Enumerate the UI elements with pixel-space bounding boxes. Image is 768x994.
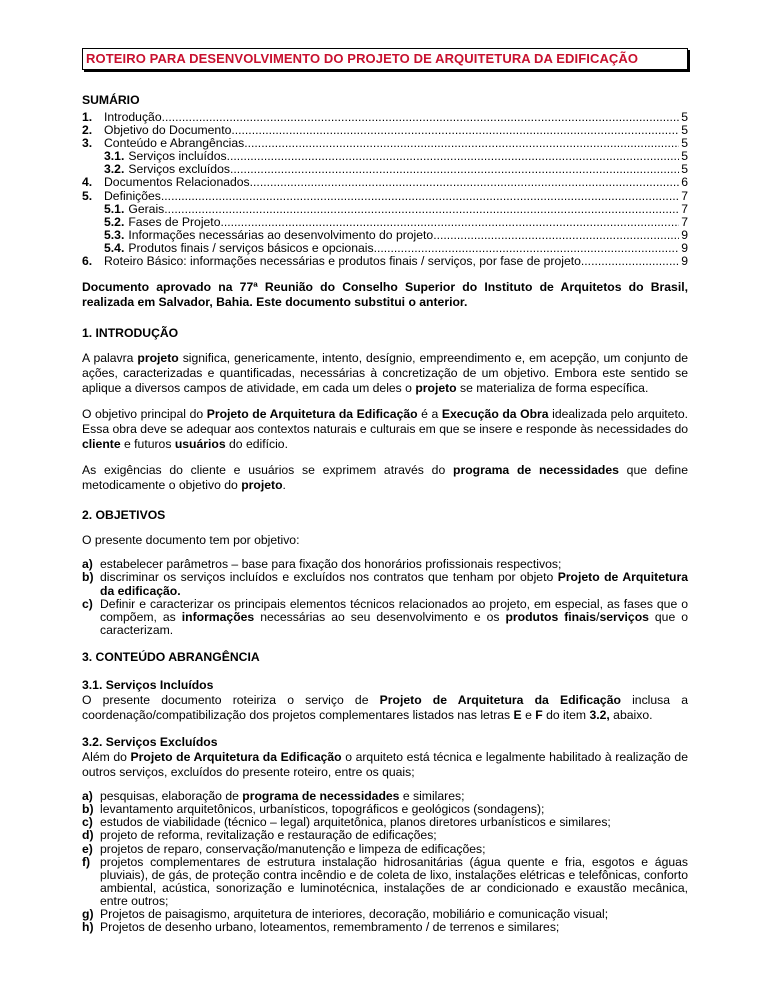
list-item: e) projetos de reparo, conservação/manutenção e limpeza de edificações; xyxy=(82,841,486,856)
section-heading-conteudo: 3. CONTEÚDO ABRANGÊNCIA xyxy=(82,649,260,664)
toc-row[interactable]: 3. Conteúdo e Abrangências ..... 5 xyxy=(82,137,688,150)
document-title: ROTEIRO PARA DESENVOLVIMENTO DO PROJETO DE ARQUITETURA DA EDIFICAÇÃO xyxy=(82,48,688,70)
table-of-contents xyxy=(82,111,688,268)
list-item: b) discriminar os serviços incluídos e excluídos nos contratos que tenham por objeto Projeto de Arquitetura da edificação. xyxy=(82,570,688,598)
section-heading-objetivos: 2. OBJETIVOS xyxy=(82,508,166,523)
approval-note: Documento aprovado na 77ª Reunião do Conselho Superior do Instituto de Arquitetos do Brasil, realizada em Salvador, Bahia. Este documento substitui o anterior. xyxy=(82,280,688,310)
toc-row[interactable]: 4. Documentos Relacionados ..... 6 xyxy=(82,176,688,189)
toc-row[interactable]: 5. Definições ..... 7 xyxy=(82,190,688,203)
list-item: b) levantamento arquitetônicos, urbanísticos, topográficos e geológicos (sondagens); xyxy=(82,802,545,817)
objetivos-list xyxy=(82,558,688,637)
list-item: f) projetos complementares de estrutura instalação hidrosanitárias (água quente e fria, esgotos e águas pluviais), de gás, de proteção contra incêndio e de coleta de lixo, instalações elétricas e telefônicas, conforto ambiental, acústica, sonorização e luminotécnica, instalações de ar condicionado e exaustão mecânica, entre outros; xyxy=(82,854,688,908)
subsection-heading-excluidos: 3.2. Serviços Excluídos xyxy=(82,734,218,749)
list-item: g) Projetos de paisagismo, arquitetura de interiores, decoração, mobiliário e comunicação visual; xyxy=(82,906,609,921)
toc-row[interactable]: 3.1. Serviços incluídos ..... 5 xyxy=(82,150,688,163)
list-item: a) estabelecer parâmetros – base para fixação dos honorários profissionais respectivos; xyxy=(82,557,562,572)
list-item: c) estudos de viabilidade (técnico – legal) arquitetônica, planos diretores urbanísticos e similares; xyxy=(82,815,611,830)
objetivos-intro: O presente documento tem por objetivo: xyxy=(82,533,300,548)
document-page xyxy=(82,48,688,934)
toc-row[interactable]: 1. Introdução ..... 5 xyxy=(82,111,688,124)
intro-paragraph-2: O objetivo principal do Projeto de Arquitetura da Edificação é a Execução da Obra idealizada pelo arquiteto. Essa obra deve se adequar aos contextos naturais e culturais em que se insere e responde às necessidades do cliente e futuros usuários do edifício. xyxy=(82,406,689,452)
toc-row[interactable]: 6. Roteiro Básico: informações necessárias e produtos finais / serviços, por fase de projeto ..... 9 xyxy=(82,255,688,268)
section-heading-introducao: 1. INTRODUÇÃO xyxy=(82,325,179,340)
subsection-heading-incluidos: 3.1. Serviços Incluídos xyxy=(82,677,214,692)
toc-row[interactable]: 5.3. Informações necessárias ao desenvolvimento do projeto ..... 9 xyxy=(82,229,688,242)
intro-paragraph-3: As exigências do cliente e usuários se exprimem através do programa de necessidades que define metodicamente o objetivo do projeto. xyxy=(82,462,688,492)
toc-row[interactable]: 5.1. Gerais ..... 7 xyxy=(82,203,688,216)
toc-row[interactable]: 5.2. Fases de Projeto ..... 7 xyxy=(82,216,688,229)
list-item: d) projeto de reforma, revitalização e restauração de edificações; xyxy=(82,828,437,843)
list-item: a) pesquisas, elaboração de programa de necessidades e similares; xyxy=(82,789,465,804)
incluidos-paragraph: O presente documento roteiriza o serviço de Projeto de Arquitetura da Edificação inclusa a coordenação/compatibilização dos projetos complementares listados nas letras E e F do item 3.2, abaixo. xyxy=(82,692,688,723)
excluidos-list xyxy=(82,790,688,934)
excluidos-paragraph: Além do Projeto de Arquitetura da Edificação o arquiteto está técnica e legalmente habilitado à realização de outros serviços, excluídos do presente roteiro, entre os quais; xyxy=(82,749,688,779)
intro-paragraph-1: A palavra projeto significa, genericamente, intento, desígnio, empreendimento e, em acepção, um conjunto de ações, caracterizadas e quantificadas, necessárias à concretização de um objetivo. Embora este sentido se aplique a diversos campos de atividade, em cada um deles o projeto se materializa de forma específica. xyxy=(82,350,689,396)
sumario-heading: SUMÁRIO xyxy=(82,93,140,107)
toc-row[interactable]: 3.2. Serviços excluídos ..... 5 xyxy=(82,163,688,176)
toc-row[interactable]: 5.4. Produtos finais / serviços básicos e opcionais ..... 9 xyxy=(82,242,688,255)
toc-row[interactable]: 2. Objetivo do Documento ..... 5 xyxy=(82,124,688,137)
list-item: h) Projetos de desenho urbano, loteamentos, remembramento / de terrenos e similares; xyxy=(82,920,560,935)
list-item: c) Definir e caracterizar os principais elementos técnicos relacionados ao projeto, em especial, as fases que o compõem, as informações necessárias ao seu desenvolvimento e os produtos finais/serviços que o caracterizam. xyxy=(82,596,688,637)
